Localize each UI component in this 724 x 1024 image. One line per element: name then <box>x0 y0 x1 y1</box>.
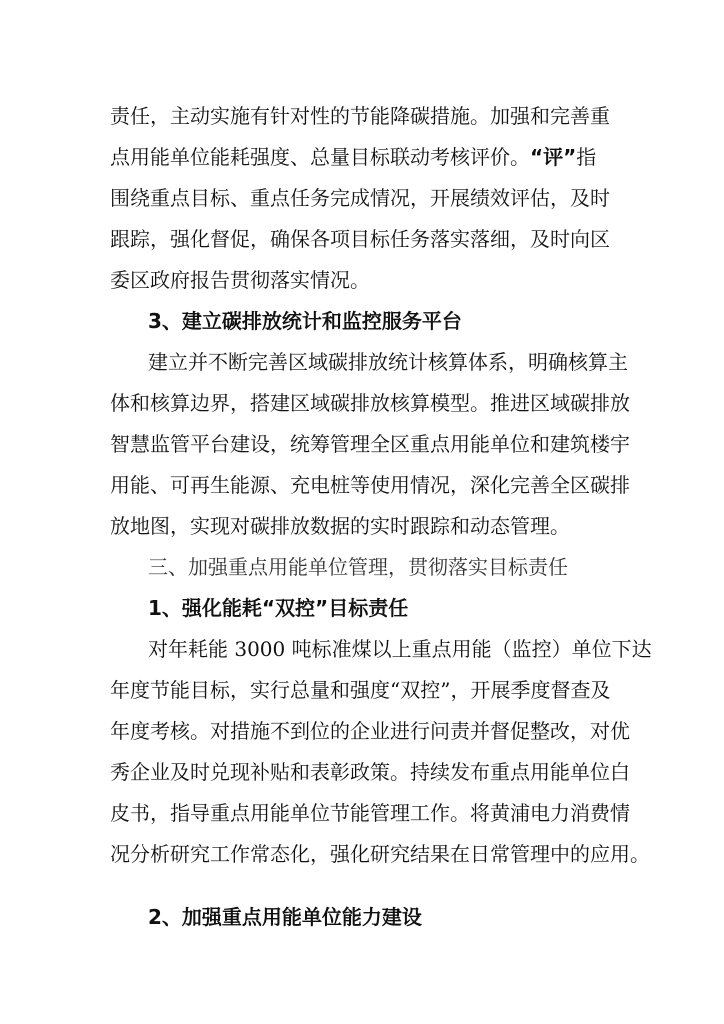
paragraph-line <box>0 637 724 661</box>
paragraph-line <box>0 678 724 702</box>
quoted-term: “评” <box>530 145 577 169</box>
paragraph-text: 年度节能目标，实行总量和强度“双控”，开展季度督查及 <box>110 678 611 702</box>
paragraph-line <box>0 186 724 210</box>
paragraph-line <box>0 145 724 169</box>
subheading-text: 3、建立碳排放统计和监控服务平台 <box>148 309 462 333</box>
paragraph-text: 对年耗能 3000 吨标准煤以上重点用能（监控）单位下达 <box>148 637 652 661</box>
subheading <box>0 596 724 620</box>
paragraph-text: 用能、可再生能源、充电桩等使用情况，深化完善全区碳排 <box>110 473 630 497</box>
paragraph-text: 点用能单位能耗强度、总量目标联动考核评价。 <box>110 145 530 169</box>
paragraph-text: 秀企业及时兑现补贴和表彰政策。持续发布重点用能单位白 <box>110 760 630 784</box>
subheading <box>0 905 724 929</box>
paragraph-line <box>0 104 724 128</box>
paragraph-line <box>0 473 724 497</box>
paragraph-line <box>0 227 724 251</box>
paragraph-text: 体和核算边界，搭建区域碳排放核算模型。推进区域碳排放 <box>110 391 630 415</box>
paragraph-text: 责任，主动实施有针对性的节能降碳措施。加强和完善重 <box>110 104 610 128</box>
subheading-text: 1、强化能耗“双控”目标责任 <box>148 596 409 620</box>
paragraph-line <box>0 391 724 415</box>
subheading-text: 2、加强重点用能单位能力建设 <box>148 905 422 929</box>
paragraph-line <box>0 514 724 538</box>
paragraph-line <box>0 268 724 292</box>
paragraph-text: 建立并不断完善区域碳排放统计核算体系，明确核算主 <box>148 350 628 374</box>
paragraph-line <box>0 719 724 743</box>
paragraph-text: 指 <box>576 145 597 169</box>
paragraph-text: 委区政府报告贯彻落实情况。 <box>110 268 370 292</box>
paragraph-text: 皮书，指导重点用能单位节能管理工作。将黄浦电力消费情 <box>110 801 630 825</box>
paragraph-line <box>0 801 724 825</box>
paragraph-line <box>0 760 724 784</box>
paragraph-text: 年度考核。对措施不到位的企业进行问责并督促整改，对优 <box>110 719 630 743</box>
paragraph-line <box>0 842 724 866</box>
subheading <box>0 309 724 333</box>
paragraph-text: 况分析研究工作常态化，强化研究结果在日常管理中的应用。 <box>110 842 650 866</box>
paragraph-text: 智慧监管平台建设，统筹管理全区重点用能单位和建筑楼宇 <box>110 432 630 456</box>
paragraph-text: 放地图，实现对碳排放数据的实时跟踪和动态管理。 <box>110 514 570 538</box>
paragraph-line <box>0 432 724 456</box>
paragraph-line <box>0 350 724 374</box>
paragraph-text: 跟踪，强化督促，确保各项目标任务落实落细，及时向区 <box>110 227 610 251</box>
paragraph-text: 围绕重点目标、重点任务完成情况，开展绩效评估，及时 <box>110 186 610 210</box>
section-heading-text: 三、加强重点用能单位管理，贯彻落实目标责任 <box>148 555 568 579</box>
section-heading <box>0 555 724 579</box>
